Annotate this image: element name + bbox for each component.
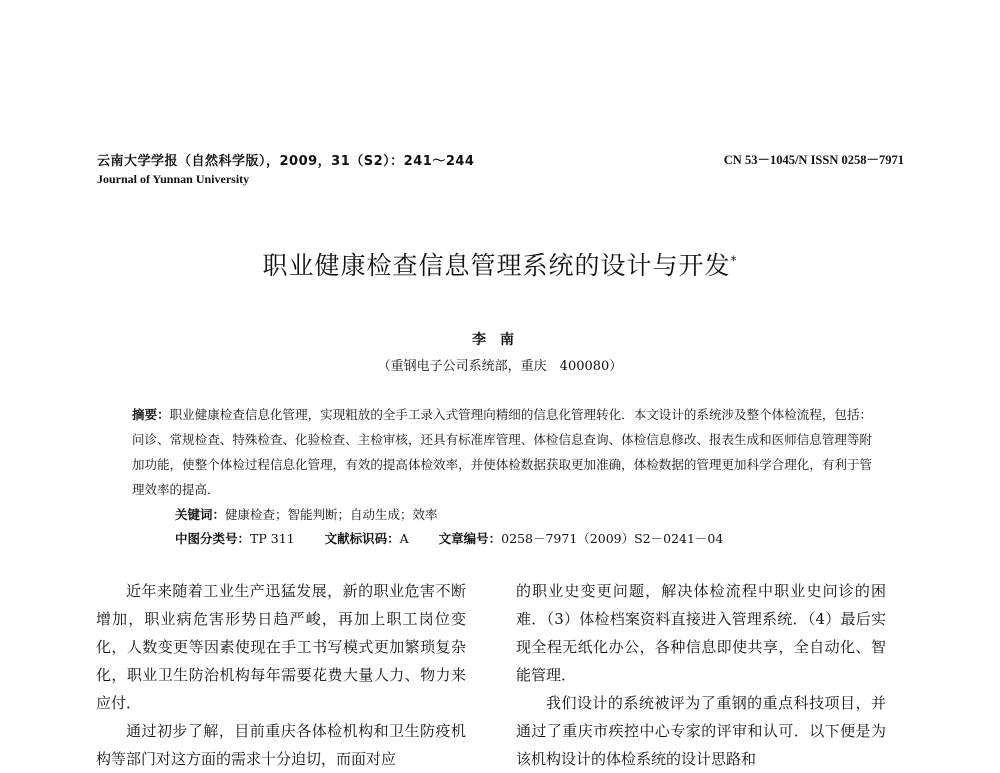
- abstract-text: 职业健康检查信息化管理，实现粗放的全手工录入式管理向精细的信息化管理转化．本文设计的系统涉及整个体检流程，包括：问诊、常规检查、特殊检查、化验检查、主检审核，还具有标准库管理、体检信息查询、体检信息修改、报表生成和医师信息管理等附加功能，使整个体检过程信息化管理，有效的提高体检效率，并使体检数据获取更加准确，体检数据的管理更加科学合理化，有利于管理效率的提高．: [132, 407, 872, 497]
- title-footnote-mark: *: [730, 253, 738, 268]
- keywords: [175, 505, 438, 523]
- body-paragraph: 近年来随着工业生产迅猛发展，新的职业危害不断增加，职业病危害形势日趋严峻，再加上职工岗位变化，人数变更等因素使现在手工书写模式更加繁琐复杂化，职业卫生防治机构每年需要花费大量人力、物力来应付．: [96, 582, 466, 712]
- article-number-value: 0258－7971（2009）S2－0241－04: [501, 531, 724, 546]
- journal-citation: 云南大学学报（自然科学版），2009，31（S2）：241～244: [97, 154, 475, 169]
- keywords-label: 关键词：: [175, 507, 226, 522]
- body-column-left: [96, 577, 466, 773]
- body-paragraph: 通过初步了解，目前重庆各体检机构和卫生防疫机构等部门对这方面的需求十分迫切，而面对应: [96, 722, 466, 768]
- body-paragraph: 我们设计的系统被评为了重钢的重点科技项目，并通过了重庆市疾控中心专家的评审和认可．以下便是为该机构设计的体检系统的设计思路和: [516, 694, 886, 768]
- keywords-text: 健康检查；智能判断；自动生成；效率: [225, 507, 438, 522]
- doc-code-value: A: [399, 531, 409, 546]
- title-text: 职业健康检查信息管理系统的设计与开发: [262, 251, 731, 280]
- body-paragraph: 的职业史变更问题，解决体检流程中职业史问诊的困难．（3）体检档案资料直接进入管理系统．（4）最后实现全程无纸化办公，各种信息即使共享，全自动化、智能管理．: [516, 582, 886, 684]
- clc-label: 中图分类号：: [175, 531, 251, 546]
- issn: CN 53－1045/N ISSN 0258－7971: [723, 153, 904, 167]
- article-number-label: 文章编号：: [438, 531, 502, 546]
- abstract: [132, 402, 872, 502]
- paper-title: [0, 246, 1000, 282]
- clc-value: TP 311: [250, 531, 295, 546]
- classification: [175, 529, 723, 547]
- affiliation: （重钢电子公司系统部，重庆 400080）: [377, 359, 623, 374]
- doc-code-label: 文献标识码：: [324, 531, 400, 546]
- body-column-right: [516, 577, 886, 773]
- journal-name-en: Journal of Yunnan University: [97, 172, 250, 186]
- author: 李南: [472, 332, 528, 348]
- abstract-label: 摘要：: [132, 407, 170, 422]
